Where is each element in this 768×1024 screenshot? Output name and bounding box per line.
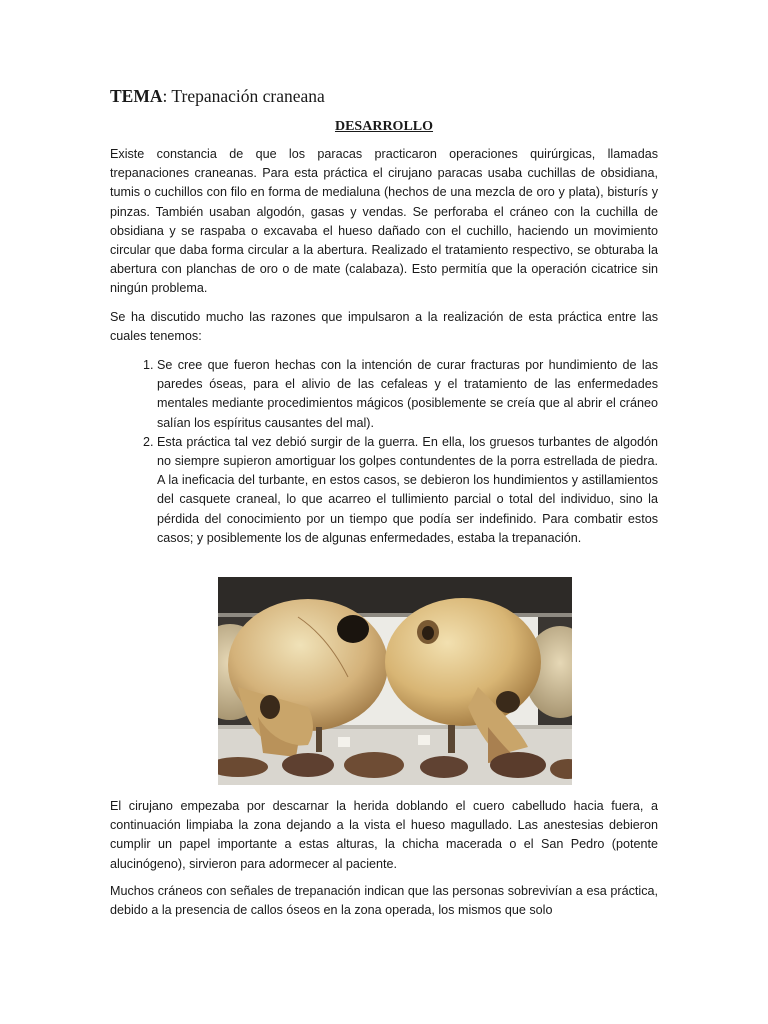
list-item: 1. Se cree que fueron hechas con la intención de curar fracturas por hundimiento de las paredes óseas, para el alivio de las cefaleas y el tratamiento de las enfermedades mentales mediante procedimientos mágicos (posiblemente se creía que al abrir el cráneo salían los espíritus causantes del mal).: [157, 356, 658, 433]
title-text: : Trepanación craneana: [162, 86, 325, 106]
paragraph-intro: Existe constancia de que los paracas practicaron operaciones quirúrgicas, llamadas trepanaciones craneanas. Para esta práctica el cirujano paracas usaba cuchillas de obsidiana, tumis o cuchillos con filo en forma de medialuna (hechos de una mezcla de oro y plata), bisturís y pinzas. También usaban algodón, gasas y vendas. Se perforaba el cráneo con la cuchilla de obsidiana y se raspaba o excavaba el hueso dañado con el cuchillo, haciendo un movimiento circular que daba forma circular a la abertura. Realizado el tratamiento respectivo, se obturaba la abertura con planchas de oro o de mate (calabaza). Esto permitía que la operación cicatrice sin ningún problema.: [110, 147, 658, 296]
paragraph-reasons: Se ha discutido mucho las razones que impulsaron a la realización de esta práctica entre las cuales tenemos:: [110, 310, 658, 344]
paragraph-survival: Muchos cráneos con señales de trepanación indican que las personas sobrevivían a esa práctica, debido a la presencia de callos óseos en la zona operada, los mismos que solo: [110, 884, 658, 918]
list-item: 2. Esta práctica tal vez debió surgir de la guerra. En ella, los gruesos turbantes de algodón no siempre supieron amortiguar los golpes contundentes de la porra estrellada de piedra. A la ineficacia del turbante, en estos casos, se debieron los hundimientos y astillamientos del casquete craneal, lo que acarreo el tullimiento parcial o total del individuo, sino la pérdida del conocimiento por un tiempo que podía ser indefinido. Para combatir estos casos; y posiblemente los de algunas enfermedades, estaba la trepanación.: [157, 433, 658, 548]
skulls-illustration: [218, 577, 572, 785]
reasons-list: [110, 356, 658, 548]
document-title: [110, 86, 325, 107]
section-heading: DESARROLLO: [334, 119, 434, 134]
trepanned-skulls-photo: [218, 577, 572, 785]
paragraph-procedure: El cirujano empezaba por descarnar la herida doblando el cuero cabelludo hacia fuera, a continuación limpiaba la zona dejando a la vista el hueso magullado. Las anestesias debieron cumplir un papel importante a estas alturas, la chicha macerada o el San Pedro (potente alucinógeno), sirvieron para adormecer al paciente.: [110, 799, 658, 871]
title-prefix: TEMA: [110, 86, 163, 106]
